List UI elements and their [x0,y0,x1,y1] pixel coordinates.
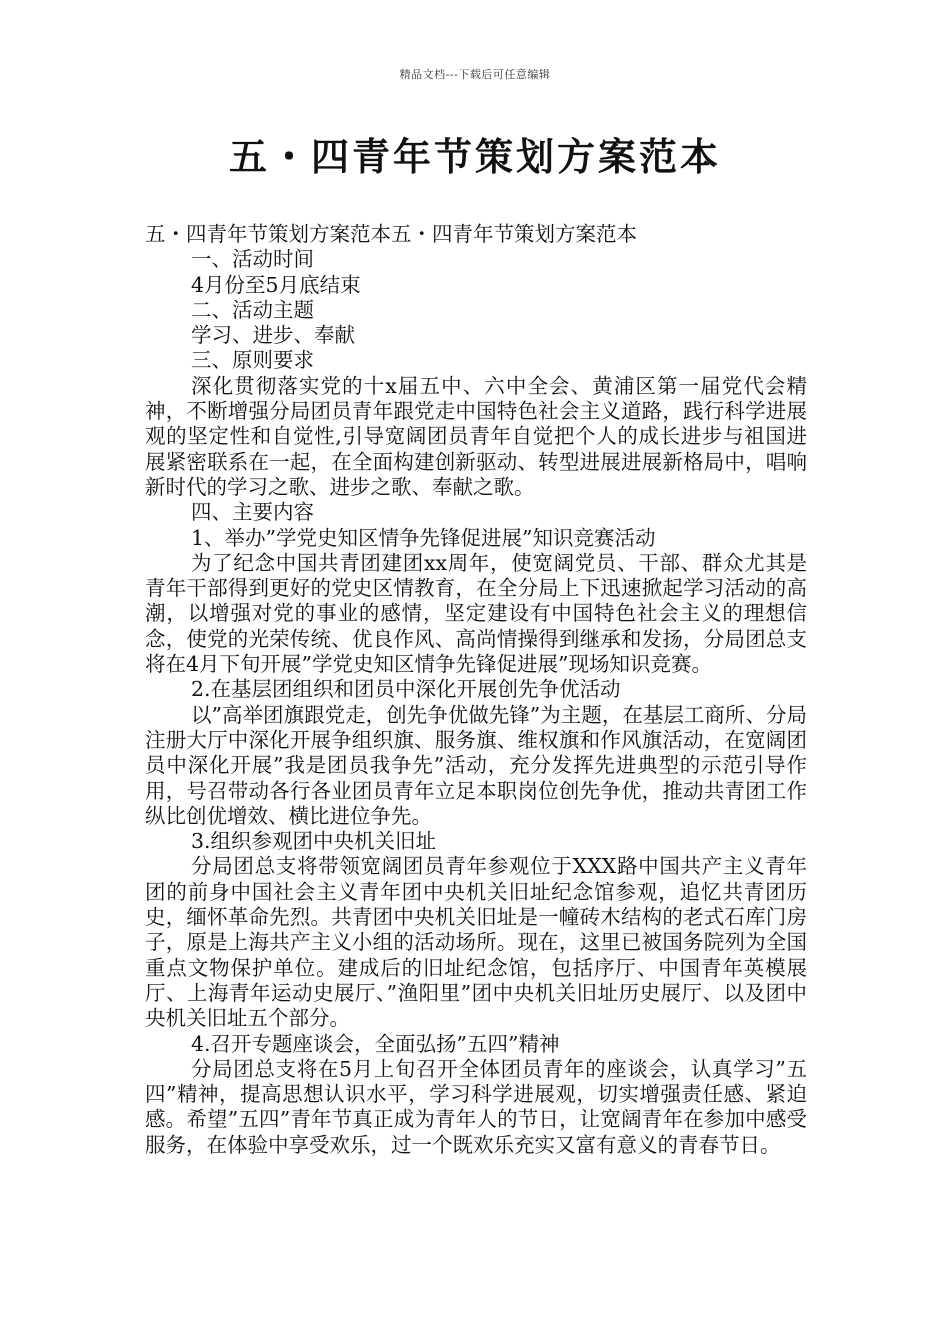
paragraph: 四、主要内容 [191,500,314,525]
paragraph: 1、举办”学党史知区情争先锋促进展”知识竞赛活动 [191,525,656,550]
paragraph: 分局团总支将带领宽阔团员青年参观位于XXX路中国共产主义青年团的前身中国社会主义青年团中央机关旧址纪念馆参观，追忆共青团历史，缅怀革命先烈。共青团中央机关旧址是一幢砖木结构的老式石库门房子，原是上海共产主义小组的活动场所。现在，这里已被国务院列为全国重点文物保护单位。建成后的旧址纪念馆，包括序厅、中国青年英模展厅、上海青年运动史展厅、”渔阳里”团中央机关旧址历史展厅、以及团中央机关旧址五个部分。 [145,854,807,1031]
watermark-header: 精品文档---下载后可任意编辑 [399,68,551,81]
document-body [145,222,807,1158]
paragraph: 五・四青年节策划方案范本五・四青年节策划方案范本 [145,222,637,246]
document-title: 五・四青年节策划方案范本 [228,135,721,179]
paragraph: 4.召开专题座谈会，全面弘扬”五四”精神 [191,1031,560,1056]
paragraph: 4月份至5月底结束 [191,272,361,297]
paragraph: 深化贯彻落实党的十x届五中、六中全会、黄浦区第一届党代会精神，不断增强分局团员青年跟党走中国特色社会主义道路，践行科学进展观的坚定性和自觉性,引导宽阔团员青年自觉把个人的成长进步与祖国进展紧密联系在一起，在全面构建创新驱动、转型进展进展新格局中，唱响新时代的学习之歌、进步之歌、奉献之歌。 [145,373,807,499]
paragraph: 为了纪念中国共青团建团xx周年，使宽阔党员、干部、群众尤其是青年干部得到更好的党史区情教育，在全分局上下迅速掀起学习活动的高潮，以增强对党的事业的感情，坚定建设有中国特色社会主义的理想信念，使党的光荣传统、优良作风、高尚情操得到继承和发扬，分局团总支将在4月下旬开展”学党史知区情争先锋促进展”现场知识竞赛。 [145,550,807,677]
paragraph: 3.组织参观团中央机关旧址 [191,829,437,854]
paragraph: 一、活动时间 [191,247,314,272]
paragraph: 2.在基层团组织和团员中深化开展创先争优活动 [191,677,621,702]
paragraph: 二、活动主题 [191,297,314,322]
paragraph: 三、原则要求 [191,348,314,373]
paragraph: 学习、进步、奉献 [191,323,355,348]
paragraph: 分局团总支将在5月上旬召开全体团员青年的座谈会，认真学习”五四”精神，提高思想认识水平，学习科学进展观，切实增强责任感、紧迫感。希望”五四”青年节真正成为青年人的节日，让宽阔青年在参加中感受服务，在体验中享受欢乐，过一个既欢乐充实又富有意义的青春节日。 [145,1056,807,1157]
paragraph: 以”高举团旗跟党走，创先争优做先锋”为主题，在基层工商所、分局注册大厅中深化开展争组织旗、服务旗、维权旗和作风旗活动，在宽阔团员中深化开展”我是团员我争先”活动，充分发挥先进典型的示范引导作用，号召带动各行各业团员青年立足本职岗位创先争优，推动共青团工作纵比创优增效、横比进位争先。 [145,702,807,828]
